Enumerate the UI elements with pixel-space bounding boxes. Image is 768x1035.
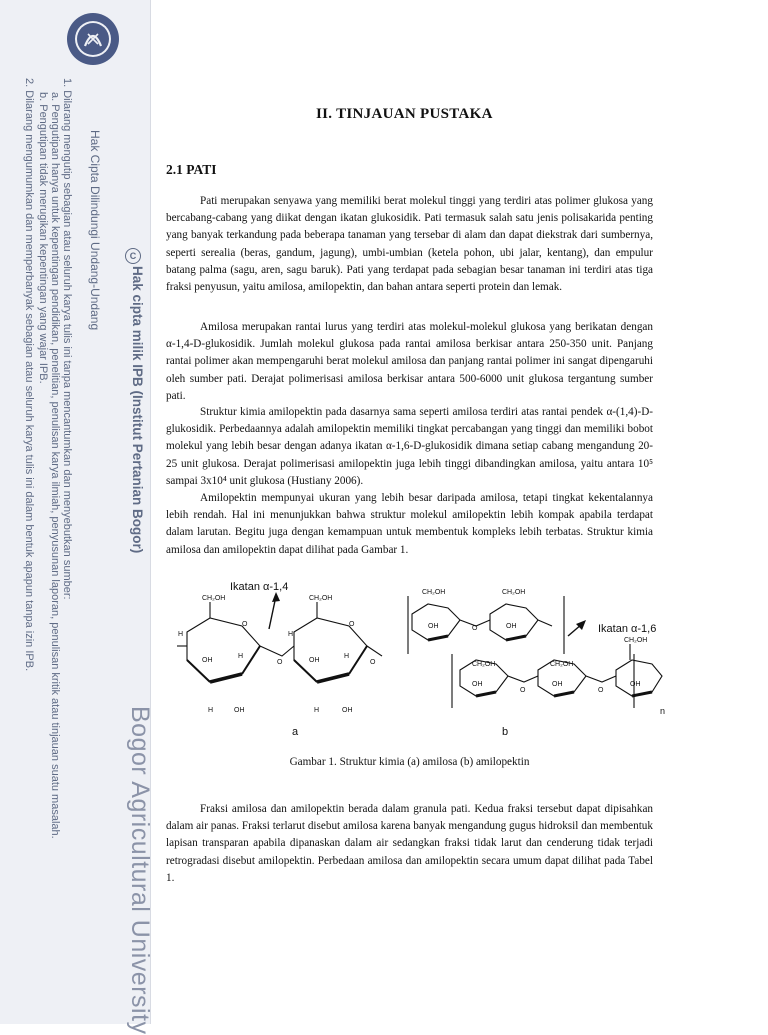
terminal-oxygen-label: O [370, 659, 376, 666]
university-name: Bogor Agricultural University [126, 706, 154, 1035]
paragraph-1: Pati merupakan senyawa yang memiliki berat molekul tinggi yang terdiri atas polimer glukosa yang bercabang-cabang yang diikat dengan ikatan glukosidik. Pati termasuk salah satu jenis polisakarida penting yang banyak terkandung pada beberapa tanaman yang tersebar di alam dan dapat diekstrak dari sumbernya, seperti serealia (beras, gandum, jagung), umbi-umbian (ketela pohon, ubi jalar, kentang), dan empulur batang palma (sagu, aren, sagu baruk). Pati yang terdapat pada sebagian besar tanaman ini terdiri atas tiga fraksi penyusun, yaitu amilosa, amilopektin, dan bahan antara seperti protein dan lemak. [166, 195, 653, 294]
hydroxyl-label: OH [630, 681, 641, 688]
ipb-seal-icon [66, 12, 120, 66]
copyright-rule-2: 2. Dilarang mengumumkan dan memperbanyak sebagian atau seluruh karya tulis ini dalam bentuk apapun tanpa izin IPB. [23, 78, 35, 672]
hydrogen-label: H [314, 707, 320, 714]
ch2oh-label: CH₂OH [502, 589, 526, 596]
ch2oh-label: CH₂OH [309, 595, 333, 602]
hydroxyl-label: OH [472, 681, 483, 688]
panel-a-label: a [292, 726, 299, 738]
paragraph-4: Amilopektin mempunyai ukuran yang lebih besar daripada amilosa, tetapi tingkat kekentalannya lebih rendah. Hal ini menunjukkan bahwa struktur molekul amilopektin lebih kompak apabila terdapat dalam larutan. Begitu juga dengan kemampuan untuk membentuk kompleks lebih terbatas. Struktur kimia amilosa dan amilopektin dapat dilihat pada Gambar 1. [166, 492, 653, 556]
ring-oxygen-label: O [242, 621, 248, 628]
chapter-title: II. TINJAUAN PUSTAKA [316, 106, 493, 122]
structure-diagram [172, 574, 668, 746]
glycosidic-oxygen-label: O [277, 659, 283, 666]
ch2oh-label: CH₂OH [202, 595, 226, 602]
hydrogen-label: H [238, 653, 244, 660]
hydrogen-label: H [178, 631, 184, 638]
glycosidic-oxygen-label: O [598, 687, 604, 694]
copyright-rule-1a: a. Pengutipan hanya untuk kepentingan pendidikan, penelitian, penulisan karya ilmiah, penyusunan laporan, penulisan kritik atau tinjauan suatu masalah. [49, 92, 61, 839]
ch2oh-label: CH₂OH [624, 637, 648, 644]
paragraph-2: Amilosa merupakan rantai lurus yang terdiri atas molekul-molekul glukosa yang berikatan dengan α-1,4-D-glukosidik. Jumlah molekul glukosa pada rantai amilosa berkisar antara 250-350 unit. Panjang rantai polimer akan mempengaruhi berat molekul amilosa dan panjang rantai polimer ini sangat dipengaruhi oleh sumber pati. Derajat polimerisasi amilosa berkisar antara 500-6000 unit glukosa tergantung sumber pati. [166, 321, 653, 402]
hydrogen-label: H [208, 707, 214, 714]
hydrogen-label: H [344, 653, 350, 660]
glycosidic-oxygen-label: O [520, 687, 526, 694]
ch2oh-label: CH₂OH [550, 661, 574, 668]
copyright-notice-title: Hak Cipta Dilindungi Undang-Undang [88, 130, 102, 331]
glycosidic-oxygen-label: O [472, 625, 478, 632]
hydroxyl-label: OH [428, 623, 439, 630]
panel-b-label: b [502, 726, 509, 738]
figure-1 [172, 574, 668, 746]
watermark-band [0, 0, 154, 1035]
copyright-rule-1: 1. Dilarang mengutip sebagian atau seluruh karya tulis ini tanpa mencantumkan dan menyebutkan sumber: [61, 78, 73, 600]
ring-oxygen-label: O [349, 621, 355, 628]
ch2oh-label: CH₂OH [422, 589, 446, 596]
hydroxyl-label: OH [309, 657, 320, 664]
hydroxyl-label: OH [506, 623, 517, 630]
section-title: 2.1 PATI [166, 162, 217, 177]
repeat-n-label: n [660, 706, 666, 716]
ch2oh-label: CH₂OH [472, 661, 496, 668]
hydroxyl-label: OH [342, 707, 353, 714]
ipb-copyright: Hak cipta milik IPB (Institut Pertanian Bogor) [130, 266, 145, 554]
hydrogen-label: H [288, 631, 294, 638]
paragraph-3: Struktur kimia amilopektin pada dasarnya sama seperti amilosa terdiri atas rantai pendek α-(1,4)-D-glukosidik. Perbedaannya adalah amilopektin memiliki tingkat percabangan yang tinggi dan memiliki bobot molekul yang lebih besar dengan adanya ikatan α-1,6-D-glukosidik dimana setiap cabang mengandung 20-25 unit glukosa. Derajat polimerisasi amilopektin juga lebih tinggi dibandingkan amilosa, yaitu antara 10⁵ sampai 3x10⁴ unit glukosa (Hustiany 2006). [166, 406, 653, 487]
hydroxyl-label: OH [552, 681, 563, 688]
figure-caption: Gambar 1. Struktur kimia (a) amilosa (b) amilopektin [289, 756, 530, 768]
alpha-1-4-label: Ikatan α-1,4 [230, 581, 289, 593]
hydroxyl-label: OH [234, 707, 245, 714]
copyright-icon: C [125, 248, 141, 264]
alpha-1-6-label: Ikatan α-1,6 [598, 623, 657, 635]
paragraph-5: Fraksi amilosa dan amilopektin berada dalam granula pati. Kedua fraksi tersebut dapat dipisahkan dalam air panas. Fraksi terlarut disebut amilosa karena banyak mengandung gugus hidroksil dan membentuk lapisan transparan apabila dipanaskan dalam air sedangkan fraksi tidak larut dan cenderung tidak terjadi retrogradasi disebut amilopektin. Perbedaan amilosa dan amilopektin secara umum dapat dilihat pada Tabel 1. [166, 803, 653, 884]
copyright-rule-1b: b. Pengutipan tidak merugikan kepentingan yang wajar IPB. [37, 92, 49, 384]
hydroxyl-label: OH [202, 657, 213, 664]
